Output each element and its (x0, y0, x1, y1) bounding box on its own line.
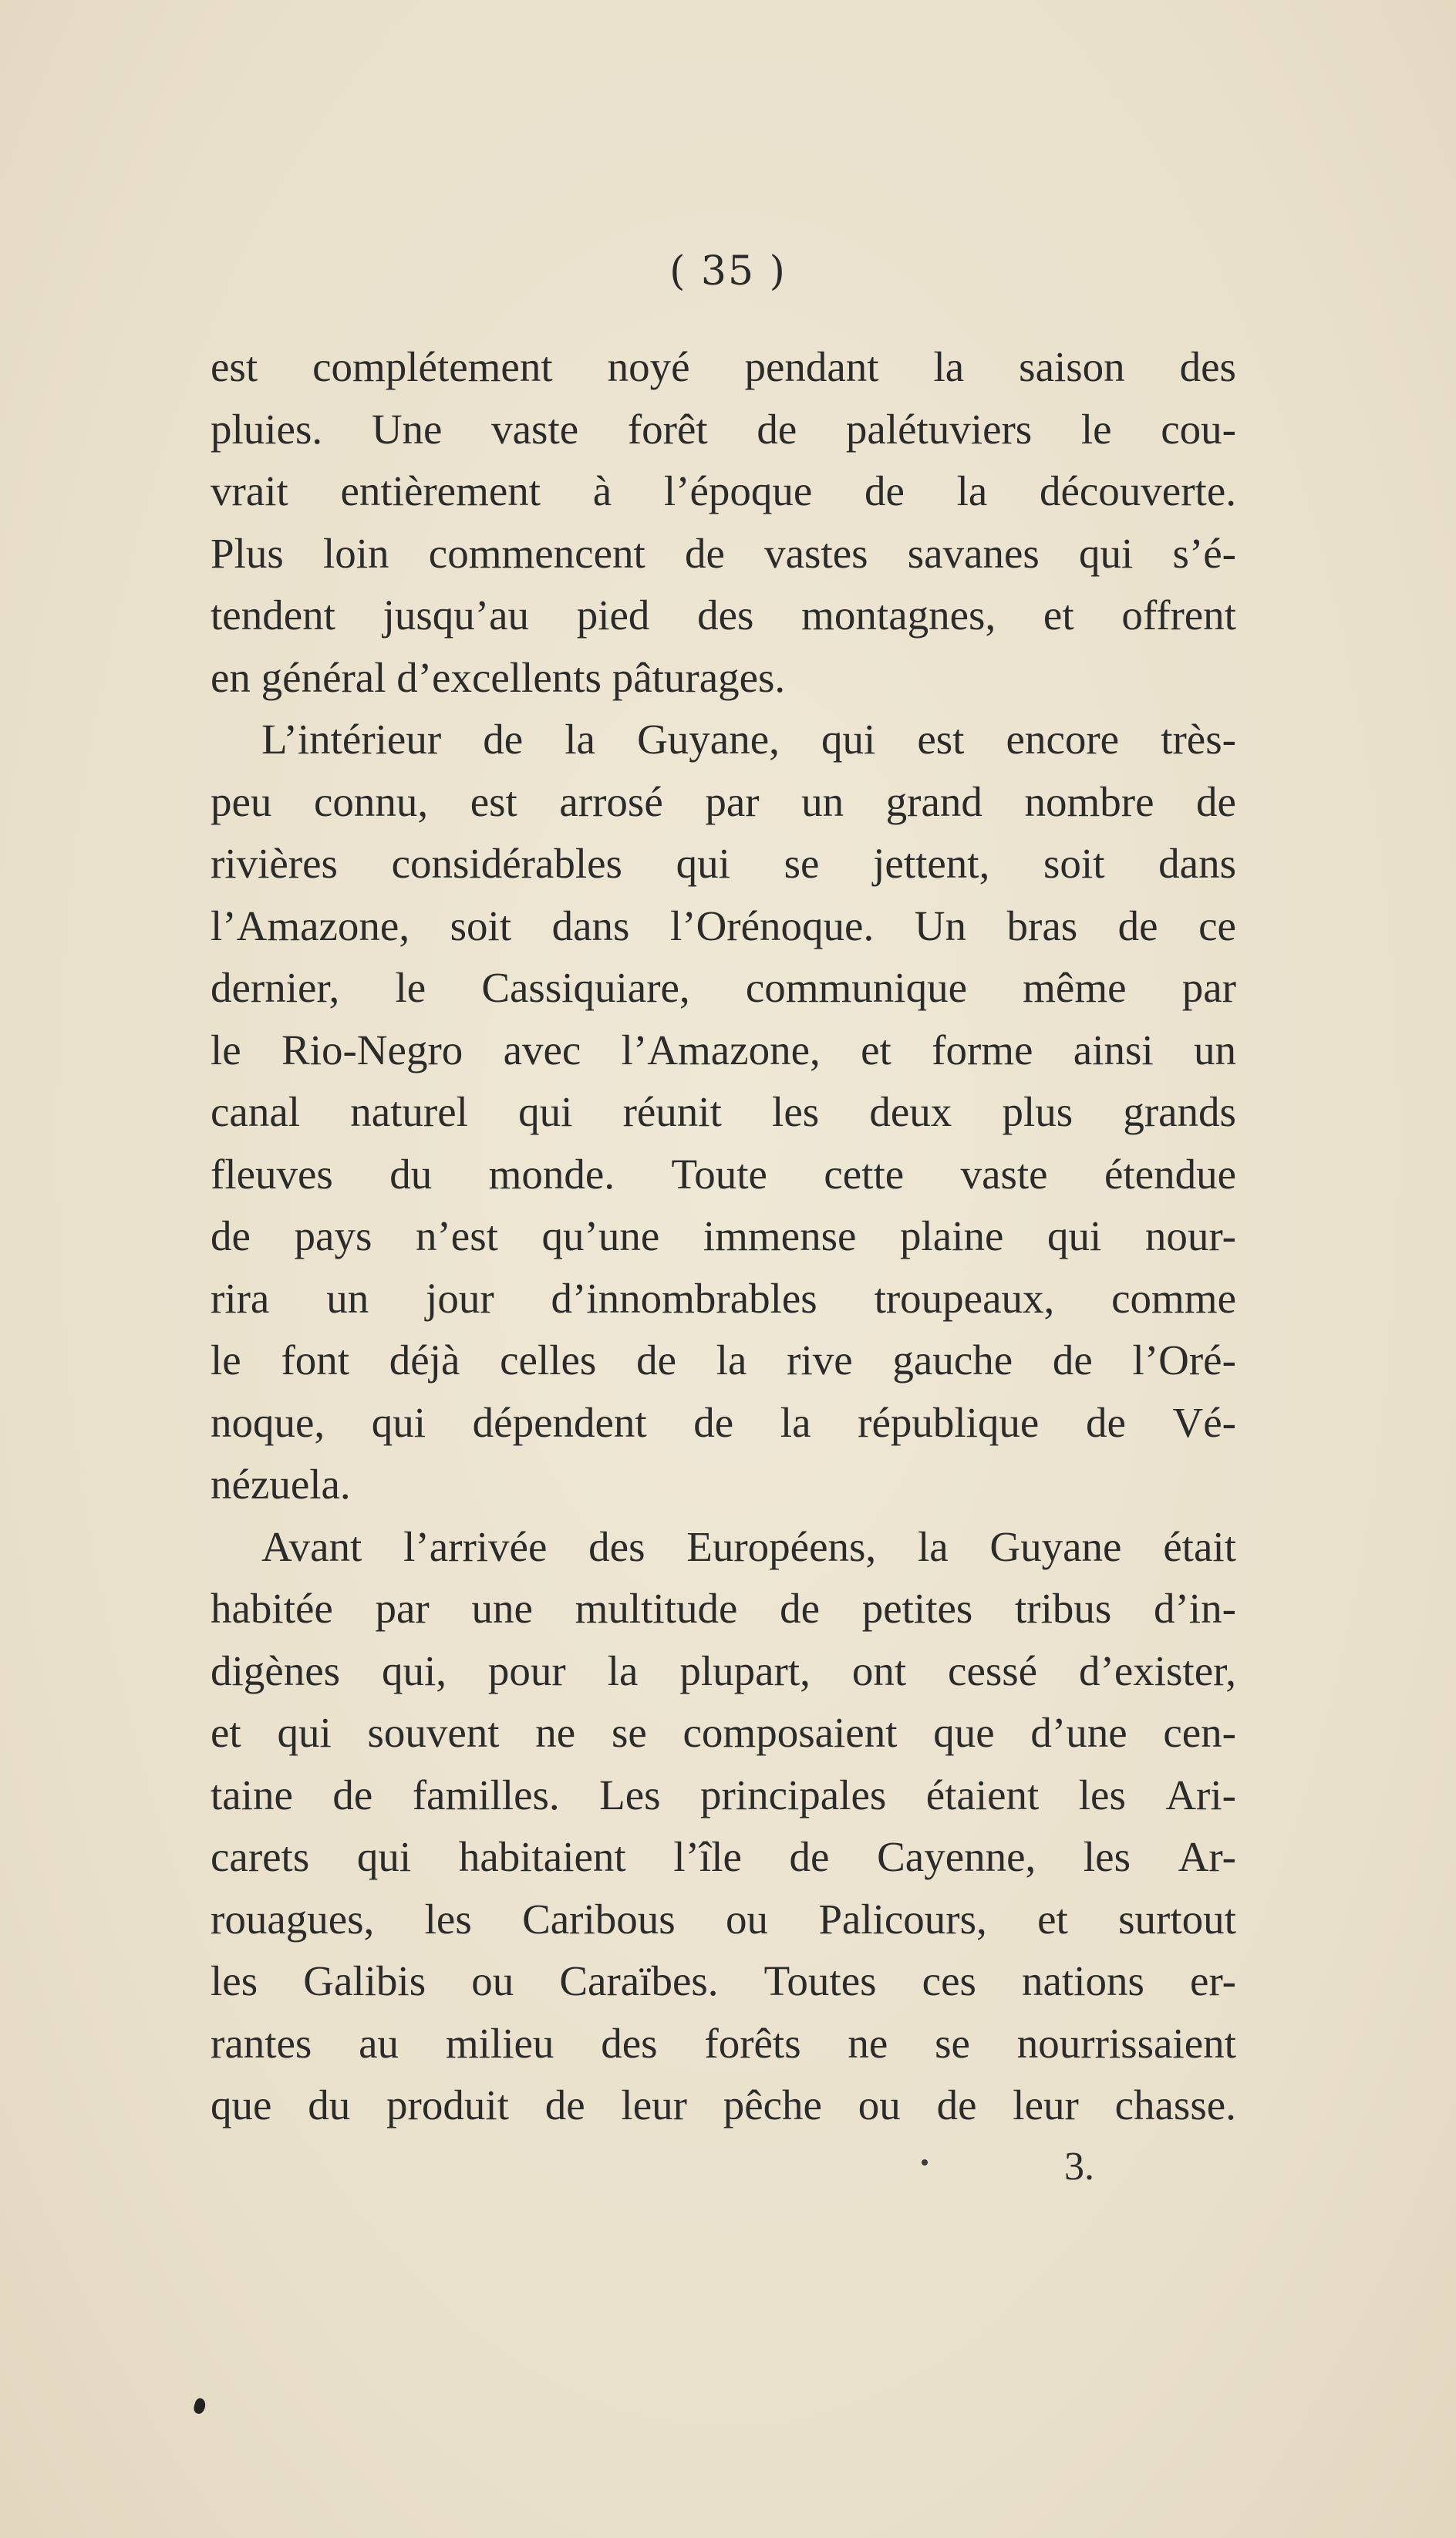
word: plupart, (679, 1646, 811, 1694)
word: rantes (211, 2019, 312, 2067)
word: Les (599, 1771, 661, 1818)
word: le (211, 1026, 241, 1074)
word: était (1163, 1522, 1236, 1570)
word: er- (1190, 1957, 1236, 2004)
word: bras (1006, 902, 1078, 949)
text-line (211, 1826, 1236, 1889)
word: et (211, 1709, 241, 1756)
word: qui (356, 1833, 412, 1880)
word: plus (1002, 1088, 1073, 1135)
word: de (544, 2081, 585, 2128)
word: rivières (211, 840, 338, 887)
word: deux (869, 1088, 952, 1135)
word: de (211, 1212, 251, 1259)
text-line (211, 1516, 1236, 1579)
word: loin (323, 529, 389, 577)
word: cette (824, 1150, 905, 1198)
word: n’est (415, 1212, 498, 1259)
word: familles. (412, 1771, 560, 1818)
word: rira (211, 1274, 270, 1322)
word: gauche (892, 1336, 1013, 1384)
word: Plus (211, 529, 284, 577)
word: des (601, 2019, 658, 2067)
word: arrosé (559, 777, 663, 825)
word: font (281, 1336, 350, 1384)
text-line: en général d’excellents pâturages. (211, 653, 786, 701)
word: fleuves (211, 1150, 333, 1198)
word: de (1117, 902, 1158, 949)
word: encore (1006, 716, 1120, 763)
text-line (211, 709, 1236, 771)
word: Un (914, 902, 966, 949)
word: les (211, 1957, 258, 2004)
word: d’in- (1153, 1585, 1236, 1632)
word: vrait (211, 467, 288, 514)
text-line (211, 1578, 1236, 1640)
word: par (375, 1585, 430, 1632)
word: rive (787, 1336, 853, 1384)
text-line (211, 523, 1236, 585)
word: naturel (350, 1088, 468, 1135)
text-line (211, 1889, 1236, 1951)
text-line (211, 1205, 1236, 1268)
text-line (211, 1144, 1236, 1206)
word: et (861, 1026, 891, 1074)
word: de (1052, 1336, 1093, 1384)
printer-mark (922, 2159, 928, 2166)
word: Palicours, (818, 1895, 987, 1943)
word: dernier, (211, 964, 340, 1011)
word: qu’une (541, 1212, 660, 1259)
word: nombre (1024, 777, 1154, 825)
word: qui (1079, 529, 1134, 577)
text-line (211, 1020, 1236, 1082)
word: forêt (627, 405, 708, 453)
word: nations (1022, 1957, 1144, 2004)
word: et (1037, 1895, 1068, 1943)
text-line (211, 1702, 1236, 1764)
word: comme (1111, 1274, 1236, 1322)
word: qui (277, 1709, 332, 1756)
word: habitée (211, 1585, 333, 1632)
word: même (1023, 964, 1127, 1011)
word: jettent, (873, 840, 990, 887)
word: dans (551, 902, 630, 949)
word: par (1181, 964, 1236, 1011)
word: et (1043, 592, 1074, 639)
word: Cassiquiare, (481, 964, 690, 1011)
word: ont (851, 1646, 907, 1694)
word: que (211, 2081, 272, 2128)
word: habitaient (458, 1833, 626, 1880)
word: qui (371, 1398, 426, 1446)
word: forme (932, 1026, 1033, 1074)
word: l’arrivée (403, 1522, 548, 1570)
word: offrent (1121, 592, 1236, 639)
word: montagnes, (801, 592, 996, 639)
word: de (693, 1398, 734, 1446)
word: cessé (948, 1646, 1038, 1694)
word: le (1080, 405, 1112, 453)
word: soit (450, 902, 512, 949)
text-line (211, 2013, 1236, 2075)
word: est (211, 343, 258, 390)
word: étaient (925, 1771, 1040, 1818)
word: dépendent (472, 1398, 647, 1446)
word: qui (676, 840, 730, 887)
word: d’innombrables (551, 1274, 817, 1322)
word: découverte. (1039, 467, 1236, 514)
word: de (1196, 777, 1236, 825)
word: ou (726, 1895, 768, 1943)
word: soit (1043, 840, 1105, 887)
word: noyé (607, 343, 690, 390)
word: déjà (389, 1336, 460, 1384)
word: s’é- (1172, 529, 1236, 577)
text-line (211, 1081, 1236, 1144)
word: des (1179, 343, 1236, 390)
word: les (424, 1895, 472, 1943)
word: à (592, 467, 612, 514)
text-line (211, 1640, 1236, 1703)
word: celles (500, 1336, 597, 1384)
word: la (917, 1522, 949, 1570)
word: pendant (744, 343, 879, 390)
word: Européens, (686, 1522, 877, 1570)
word: pour (487, 1646, 566, 1694)
word: de (780, 1585, 821, 1632)
word: ces (922, 1957, 976, 2004)
word: commencent (428, 529, 645, 577)
word: leur (1013, 2081, 1079, 2128)
word: saison (1019, 343, 1125, 390)
word: tribus (1015, 1585, 1112, 1632)
text-line (211, 585, 1236, 647)
page-number: ( 35 ) (669, 248, 787, 295)
word: Cayenne, (877, 1833, 1036, 1880)
text-line (211, 336, 1236, 399)
word: L’intérieur (261, 716, 442, 763)
word: canal (211, 1088, 301, 1135)
word: se (935, 2019, 970, 2067)
word: république (858, 1398, 1040, 1446)
word: grands (1123, 1088, 1236, 1135)
word: ne (848, 2019, 888, 2067)
word: Guyane (989, 1522, 1122, 1570)
word: des (588, 1522, 645, 1570)
word: pluies. (211, 405, 323, 453)
word: nour- (1144, 1212, 1236, 1259)
word: connu, (313, 777, 429, 825)
word: vaste (960, 1150, 1048, 1198)
text-line (211, 460, 1236, 523)
word: Guyane, (637, 716, 780, 763)
word: rouagues, (211, 1895, 375, 1943)
word: de (483, 716, 524, 763)
word: peu (211, 777, 272, 825)
word: nourrissaient (1016, 2019, 1236, 2067)
word: est (470, 777, 517, 825)
word: l’époque (663, 467, 813, 514)
word: tendent (211, 592, 335, 639)
signature-mark: 3. (1064, 2145, 1094, 2189)
word: Avant (261, 1522, 362, 1570)
word: la (565, 716, 595, 763)
word: par (705, 777, 760, 825)
word: forêts (704, 2019, 801, 2067)
word: du (389, 1150, 433, 1198)
word: savanes (907, 529, 1040, 577)
body-text (211, 336, 1236, 2137)
word: jour (426, 1274, 494, 1322)
word: Une (371, 405, 443, 453)
word: grand (885, 777, 982, 825)
word: vaste (491, 405, 579, 453)
word: cen- (1163, 1709, 1236, 1756)
word: d’exister, (1079, 1646, 1236, 1694)
word: avec (503, 1026, 581, 1074)
word: la (956, 467, 988, 514)
word: Ari- (1165, 1771, 1236, 1818)
word: de (1085, 1398, 1126, 1446)
word: digènes (211, 1646, 341, 1694)
word: étendue (1104, 1150, 1236, 1198)
word: les (1078, 1771, 1126, 1818)
word: communique (745, 964, 967, 1011)
word: au (359, 2019, 399, 2067)
word: les (1083, 1833, 1131, 1880)
word: de (757, 405, 797, 453)
word: qui, (381, 1646, 447, 1694)
word: ainsi (1073, 1026, 1154, 1074)
word: palétuviers (845, 405, 1033, 453)
word: Ar- (1178, 1833, 1236, 1880)
word: composaient (682, 1709, 898, 1756)
text-line: nézuela. (211, 1461, 351, 1508)
word: le (211, 1336, 241, 1384)
text-line (211, 2075, 1236, 2137)
word: des (697, 592, 754, 639)
word: Toutes (763, 1957, 877, 2004)
word: principales (699, 1771, 887, 1818)
word: de (864, 467, 905, 514)
word: que (933, 1709, 995, 1756)
word: chasse. (1114, 2081, 1236, 2128)
word: un (326, 1274, 369, 1322)
word: très- (1161, 716, 1236, 763)
word: multitude (575, 1585, 738, 1632)
word: monde. (488, 1150, 615, 1198)
word: la (780, 1398, 811, 1446)
word: se (784, 840, 820, 887)
word: ou (858, 2081, 901, 2128)
word: la (933, 343, 965, 390)
word: une (471, 1585, 533, 1632)
word: milieu (445, 2019, 554, 2067)
word: du (308, 2081, 351, 2128)
word: vastes (764, 529, 868, 577)
text-line (211, 1330, 1236, 1392)
word: carets (211, 1833, 310, 1880)
text-line (211, 771, 1236, 834)
text-line (211, 1392, 1236, 1454)
word: troupeaux, (874, 1274, 1055, 1322)
word: le (395, 964, 426, 1011)
word: Vé- (1172, 1398, 1236, 1446)
word: un (801, 777, 844, 825)
word: leur (621, 2081, 687, 2128)
word: les (772, 1088, 820, 1135)
word: immense (703, 1212, 857, 1259)
word: réunit (622, 1088, 722, 1135)
word: taine (211, 1771, 293, 1818)
text-line (211, 833, 1236, 895)
word: l’Orénoque. (669, 902, 875, 949)
word: surtout (1118, 1895, 1236, 1943)
word: complétement (312, 343, 553, 390)
word: l’Oré- (1132, 1336, 1236, 1384)
text-line (211, 1268, 1236, 1330)
word: la (716, 1336, 747, 1384)
text-line (211, 895, 1236, 958)
word: se (611, 1709, 647, 1756)
word: entièrement (340, 467, 541, 514)
word: ou (471, 1957, 514, 2004)
word: pied (576, 592, 650, 639)
word: petites (861, 1585, 973, 1632)
ink-blot (192, 2397, 207, 2415)
word: l’île (673, 1833, 742, 1880)
word: d’une (1030, 1709, 1127, 1756)
word: ne (535, 1709, 576, 1756)
word: la (607, 1646, 639, 1694)
word: de (636, 1336, 676, 1384)
word: considérables (391, 840, 622, 887)
word: Caribous (522, 1895, 676, 1943)
word: de (789, 1833, 830, 1880)
word: dans (1158, 840, 1236, 887)
text-line (211, 1764, 1236, 1827)
word: Toute (671, 1150, 767, 1198)
word: souvent (367, 1709, 500, 1756)
word: l’Amazone, (211, 902, 410, 949)
text-line (211, 399, 1236, 461)
word: cou- (1161, 405, 1236, 453)
word: qui (518, 1088, 573, 1135)
word: l’Amazone, (621, 1026, 821, 1074)
word: plaine (900, 1212, 1004, 1259)
word: jusqu’au (383, 592, 530, 639)
word: Galibis (303, 1957, 426, 2004)
text-line (211, 957, 1236, 1020)
word: de (332, 1771, 373, 1818)
word: est (917, 716, 965, 763)
word: qui (821, 716, 876, 763)
word: un (1194, 1026, 1236, 1074)
word: pays (294, 1212, 372, 1259)
word: de (936, 2081, 977, 2128)
text-line (211, 1950, 1236, 2013)
word: de (685, 529, 725, 577)
word: qui (1047, 1212, 1102, 1259)
word: produit (386, 2081, 509, 2128)
word: pêche (723, 2081, 822, 2128)
word: ce (1198, 902, 1236, 949)
word: Rio-Negro (281, 1026, 463, 1074)
word: Caraïbes. (559, 1957, 719, 2004)
word: noque, (211, 1398, 325, 1446)
